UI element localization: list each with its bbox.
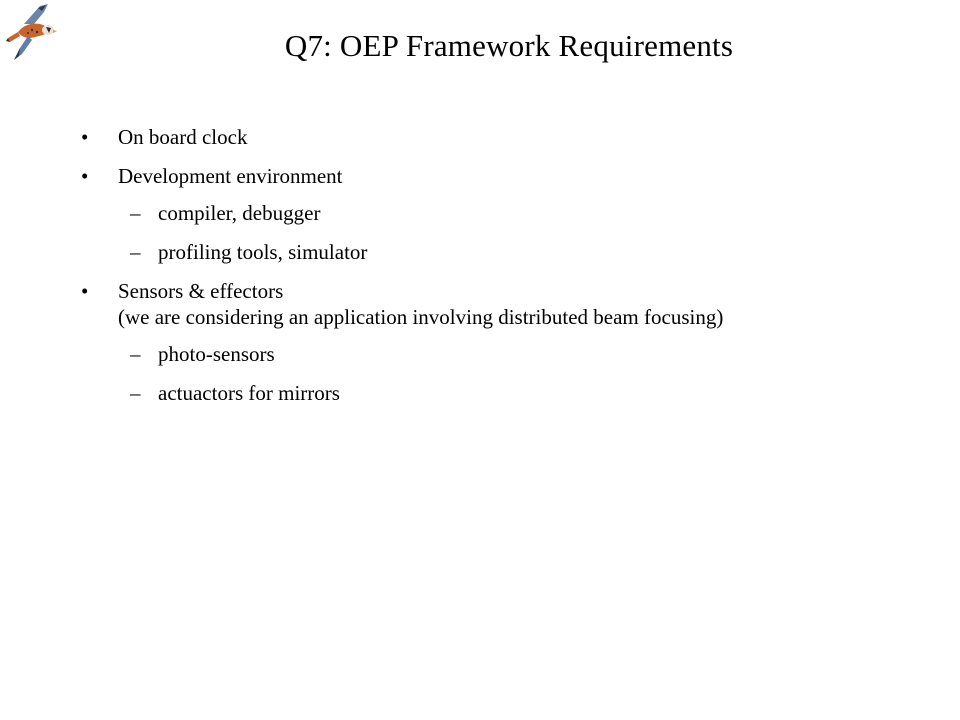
slide-title: Q7: OEP Framework Requirements bbox=[284, 28, 734, 63]
sub-bullet-list bbox=[118, 341, 908, 406]
sub-bullet-marker: – bbox=[130, 201, 141, 225]
bullet-text: On board clock bbox=[118, 125, 248, 149]
sub-bullet-text: actuactors for mirrors bbox=[158, 381, 340, 405]
bullet-list bbox=[78, 124, 908, 419]
sub-bullet-marker: – bbox=[130, 381, 141, 405]
bullet-marker: • bbox=[81, 125, 89, 149]
bullet-text: Sensors & effectors bbox=[118, 279, 284, 303]
sub-bullet-marker: – bbox=[130, 240, 141, 264]
sub-bullet-text: compiler, debugger bbox=[158, 201, 321, 225]
sub-bullet-marker: – bbox=[130, 342, 141, 366]
sub-bullet-item bbox=[118, 341, 908, 367]
sub-bullet-text: profiling tools, simulator bbox=[158, 240, 368, 264]
sub-bullet-text: photo-sensors bbox=[158, 342, 275, 366]
bullet-item bbox=[78, 278, 908, 406]
bullet-text-continuation: (we are considering an application involving distributed beam focusing) bbox=[118, 305, 724, 329]
sub-bullet-item bbox=[118, 380, 908, 406]
sub-bullet-item bbox=[118, 200, 908, 226]
bullet-item bbox=[78, 163, 908, 265]
sub-bullet-item bbox=[118, 239, 908, 265]
bullet-text: Development environment bbox=[118, 164, 343, 188]
sub-bullet-list bbox=[118, 200, 908, 265]
bullet-marker: • bbox=[81, 279, 89, 303]
bullet-marker: • bbox=[81, 164, 89, 188]
bullet-item bbox=[78, 124, 908, 150]
